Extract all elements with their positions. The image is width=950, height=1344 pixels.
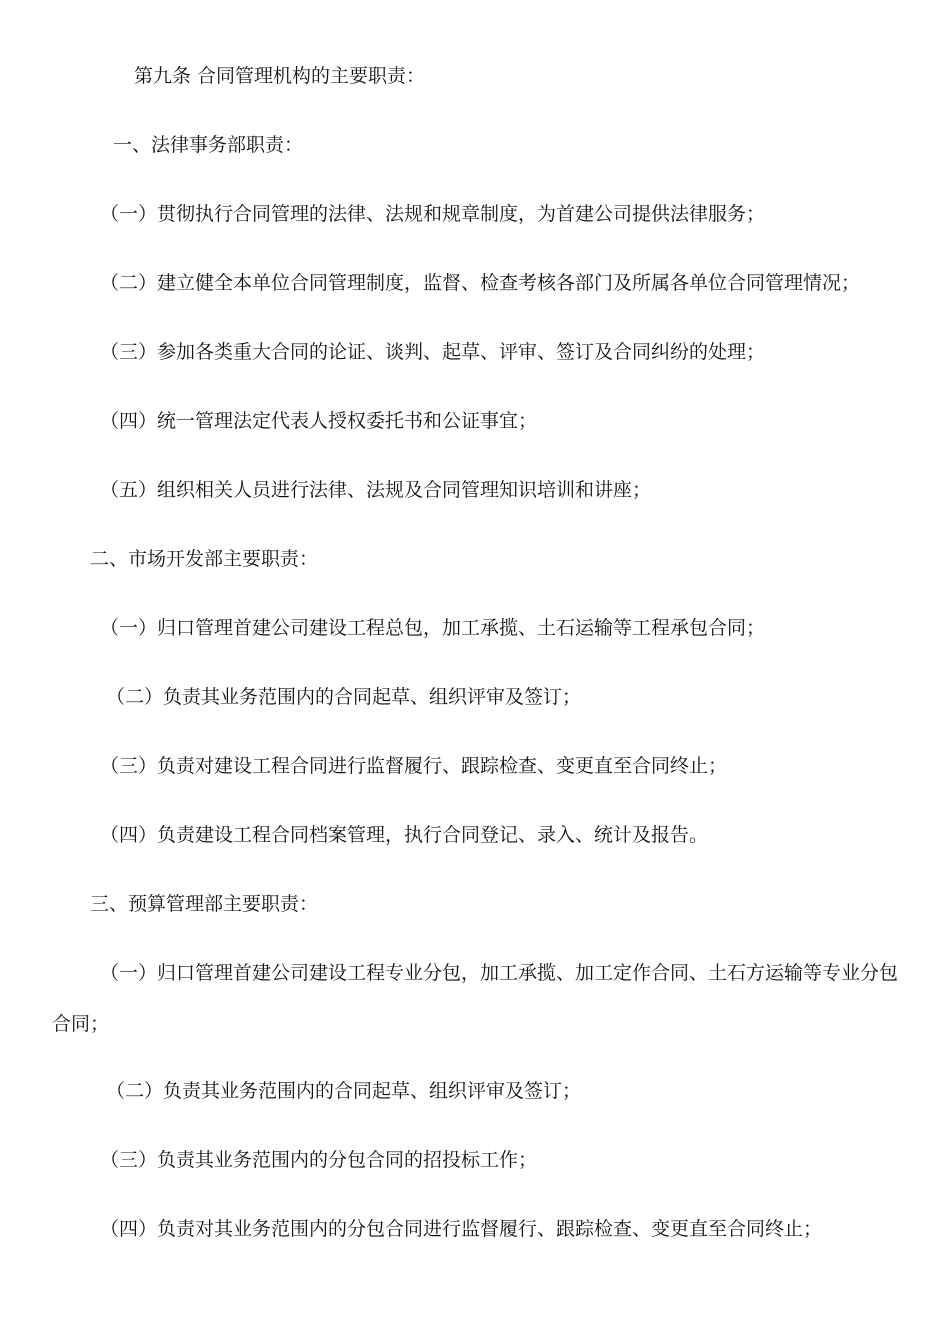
list-item: （一）归口管理首建公司建设工程总包，加工承揽、土石运输等工程承包合同； [100, 617, 766, 639]
list-item: （一）归口管理首建公司建设工程专业分包，加工承揽、加工定作合同、土石方运输等专业分包 [100, 962, 899, 984]
section-heading-market: 二、市场开发部主要职责： [90, 548, 319, 570]
list-item: （四）负责对其业务范围内的分包合同进行监督履行、跟踪检查、变更直至合同终止； [100, 1218, 823, 1240]
list-item: （三）负责其业务范围内的分包合同的招投标工作； [100, 1149, 538, 1171]
list-item: （一）贯彻执行合同管理的法律、法规和规章制度，为首建公司提供法律服务； [100, 203, 766, 225]
list-item: （三）参加各类重大合同的论证、谈判、起草、评审、签订及合同纠纷的处理； [100, 341, 766, 363]
list-item: （三）负责对建设工程合同进行监督履行、跟踪检查、变更直至合同终止； [100, 755, 728, 777]
list-item-continuation: 合同； [52, 1013, 110, 1035]
list-item: （二）负责其业务范围内的合同起草、组织评审及签订； [106, 1080, 582, 1102]
article-title: 第九条 合同管理机构的主要职责： [134, 65, 426, 87]
list-item: （二）负责其业务范围内的合同起草、组织评审及签订； [106, 686, 582, 708]
list-item: （五）组织相关人员进行法律、法规及合同管理知识培训和讲座； [100, 479, 652, 501]
list-item: （四）负责建设工程合同档案管理，执行合同登记、录入、统计及报告。 [100, 824, 709, 846]
list-item: （二）建立健全本单位合同管理制度，监督、检查考核各部门及所属各单位合同管理情况； [100, 272, 861, 294]
list-item: （四）统一管理法定代表人授权委托书和公证事宜； [100, 410, 538, 432]
section-heading-budget: 三、预算管理部主要职责： [90, 893, 319, 915]
section-heading-legal: 一、法律事务部职责： [113, 134, 304, 156]
